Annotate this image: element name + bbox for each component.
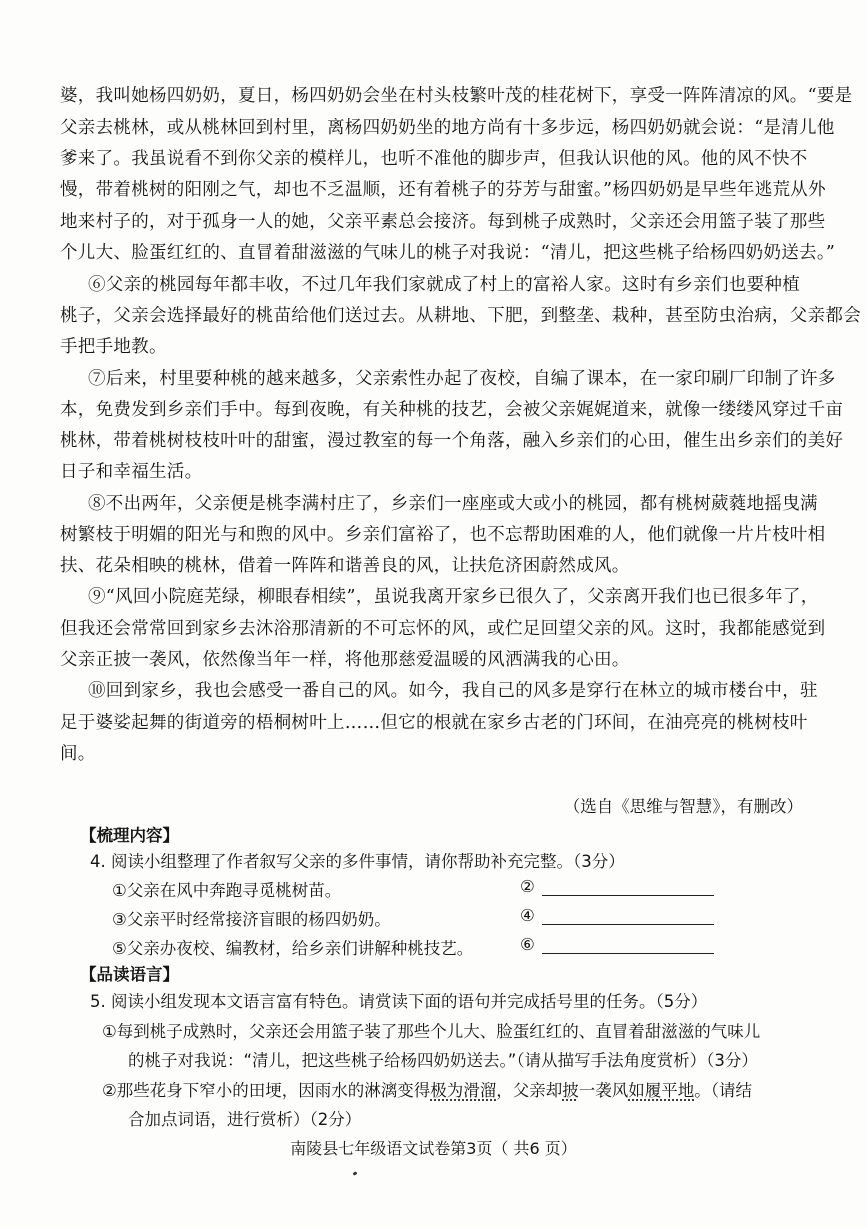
page-footer: 南陵县七年级语文试卷第3页（ 共6 页） bbox=[290, 1139, 577, 1158]
article-line: ⑩回到家乡，我也会感受一番自己的风。如今，我自己的风多是穿行在林立的城市楼台中，驻 bbox=[88, 681, 818, 701]
blank-number: ② bbox=[520, 877, 535, 896]
answer-line[interactable] bbox=[542, 924, 714, 925]
q5-sentence-2-line-2: 合加点词语，进行赏析）（2分） bbox=[128, 1110, 362, 1129]
q4-blank-4[interactable] bbox=[520, 906, 538, 925]
answer-line[interactable] bbox=[542, 953, 714, 954]
section-title-content: 【梳理内容】 bbox=[80, 826, 179, 845]
q5-sentence-2-line-1 bbox=[102, 1077, 752, 1101]
scan-speck bbox=[353, 1171, 358, 1176]
article-line: 扶、花朵相映的桃林，借着一阵阵和谐善良的风，让扶危济困蔚然成风。 bbox=[60, 556, 630, 576]
article-line: 父亲去桃林，或从桃林回到村里，离杨四奶奶坐的地方尚有十多步远，杨四奶奶就会说：“是清儿他 bbox=[60, 118, 835, 138]
q4-item-1: ①父亲在风中奔跑寻觅桃树苗。 bbox=[112, 881, 342, 900]
q4-blank-2[interactable] bbox=[520, 877, 538, 896]
article-line: 间。 bbox=[60, 744, 96, 764]
article-line: ⑧不出两年，父亲便是桃李满村庄了，乡亲们一座座或大或小的桃园，都有桃树葳蕤地摇曳满 bbox=[88, 494, 818, 514]
section-title-language: 【品读语言】 bbox=[80, 965, 179, 984]
article-line: 本，免费发到乡亲们手中。每到夜晚，有关种桃的技艺，会被父亲娓娓道来，就像一缕缕风穿过千亩 bbox=[60, 400, 844, 420]
sentence-text: 一袭风 bbox=[578, 1081, 629, 1100]
answer-line[interactable] bbox=[542, 895, 714, 896]
article-line: 慢，带着桃树的阳刚之气，却也不乏温顺，还有着桃子的芬芳与甜蜜。”杨四奶奶是早些年逃荒从外 bbox=[60, 180, 826, 200]
blank-number: ④ bbox=[520, 906, 535, 925]
article-line: 桃子，父亲会选择最好的桃苗给他们送过去。从耕地、下肥，到整垄、栽种，甚至防虫治病，父亲都会 bbox=[60, 306, 861, 326]
question-5: 5. 阅读小组发现本文语言富有特色。请赏读下面的语句并完成括号里的任务。（5分） bbox=[90, 992, 708, 1011]
article-line: ⑨“风回小院庭芜绿，柳眼春相续”，虽说我离开家乡已很久了，父亲离开我们也已很多年了， bbox=[88, 587, 819, 607]
article-line: 手把手地教。 bbox=[60, 337, 167, 357]
q4-item-3: ③父亲平时经常接济盲眼的杨四奶奶。 bbox=[112, 910, 391, 929]
dotted-word: 披 bbox=[562, 1081, 579, 1100]
article-line: 足于婆娑起舞的街道旁的梧桐树叶上……但它的根就在家乡古老的门环间，在油亮亮的桃树枝叶 bbox=[60, 713, 808, 733]
q5-sentence-1-line-2: 的桃子对我说：“清儿，把这些桃子给杨四奶奶送去。”（请从描写手法角度赏析）（3分） bbox=[128, 1051, 758, 1070]
article-line: 桃林，带着桃树枝枝叶叶的甜蜜，漫过教室的每一个角落，融入乡亲们的心田，催生出乡亲们的美好 bbox=[60, 431, 844, 451]
article-line: 树繁枝于明媚的阳光与和煦的风中。乡亲们富裕了，也不忘帮助困难的人，他们就像一片片枝叶相 bbox=[60, 525, 826, 545]
article-line: ⑦后来，村里要种桃的越来越多，父亲索性办起了夜校，自编了课本，在一家印刷厂印制了许多 bbox=[88, 369, 836, 389]
dotted-word: 如履平地 bbox=[628, 1081, 695, 1100]
article-line: 日子和幸福生活。 bbox=[60, 462, 203, 482]
article-line: 爹来了。我虽说看不到你父亲的模样儿，也听不准他的脚步声，但我认识他的风。他的风不快不 bbox=[60, 149, 808, 169]
article-source: （选自《思维与智慧》，有删改） bbox=[563, 797, 803, 816]
article-line: 地来村子的，对于孤身一人的她，父亲平素总会接济。每到桃子成熟时，父亲还会用篮子装了那些 bbox=[60, 212, 826, 232]
article-line: 个儿大、脸蛋红红的、直冒着甜滋滋的气味儿的桃子对我说：“清儿，把这些桃子给杨四奶奶送去。” bbox=[60, 243, 836, 263]
sentence-text: ②那些花身下窄小的田埂，因雨水的淋漓变得 bbox=[102, 1081, 431, 1100]
sentence-text: ，父亲却 bbox=[496, 1081, 563, 1100]
q5-sentence-1-line-1: ①每到桃子成熟时，父亲还会用篮子装了那些个儿大、脸蛋红红的、直冒着甜滋滋的气味儿 bbox=[102, 1022, 761, 1041]
sentence-text: 。（请结 bbox=[694, 1081, 753, 1100]
q4-blank-6[interactable] bbox=[520, 935, 538, 954]
article-line: 婆，我叫她杨四奶奶，夏日，杨四奶奶会坐在村头枝繁叶茂的桂花树下，享受一阵阵清凉的风。“要是 bbox=[60, 86, 853, 106]
question-4: 4. 阅读小组整理了作者叙写父亲的多件事情，请你帮助补充完整。（3分） bbox=[90, 852, 625, 871]
q4-item-5: ⑤父亲办夜校、编教材，给乡亲们讲解种桃技艺。 bbox=[112, 939, 474, 958]
dotted-word: 极为滑溜 bbox=[430, 1081, 497, 1100]
article-line: 但我还会常常回到家乡去沐浴那清新的不可忘怀的风，或伫足回望父亲的风。这时，我都能感觉到 bbox=[60, 619, 826, 639]
article-line: 父亲正披一袭风，依然像当年一样，将他那慈爱温暖的风洒满我的心田。 bbox=[60, 650, 630, 670]
article-line: ⑥父亲的桃园每年都丰收，不过几年我们家就成了村上的富裕人家。这时有乡亲们也要种植 bbox=[88, 275, 800, 295]
blank-number: ⑥ bbox=[520, 935, 535, 954]
